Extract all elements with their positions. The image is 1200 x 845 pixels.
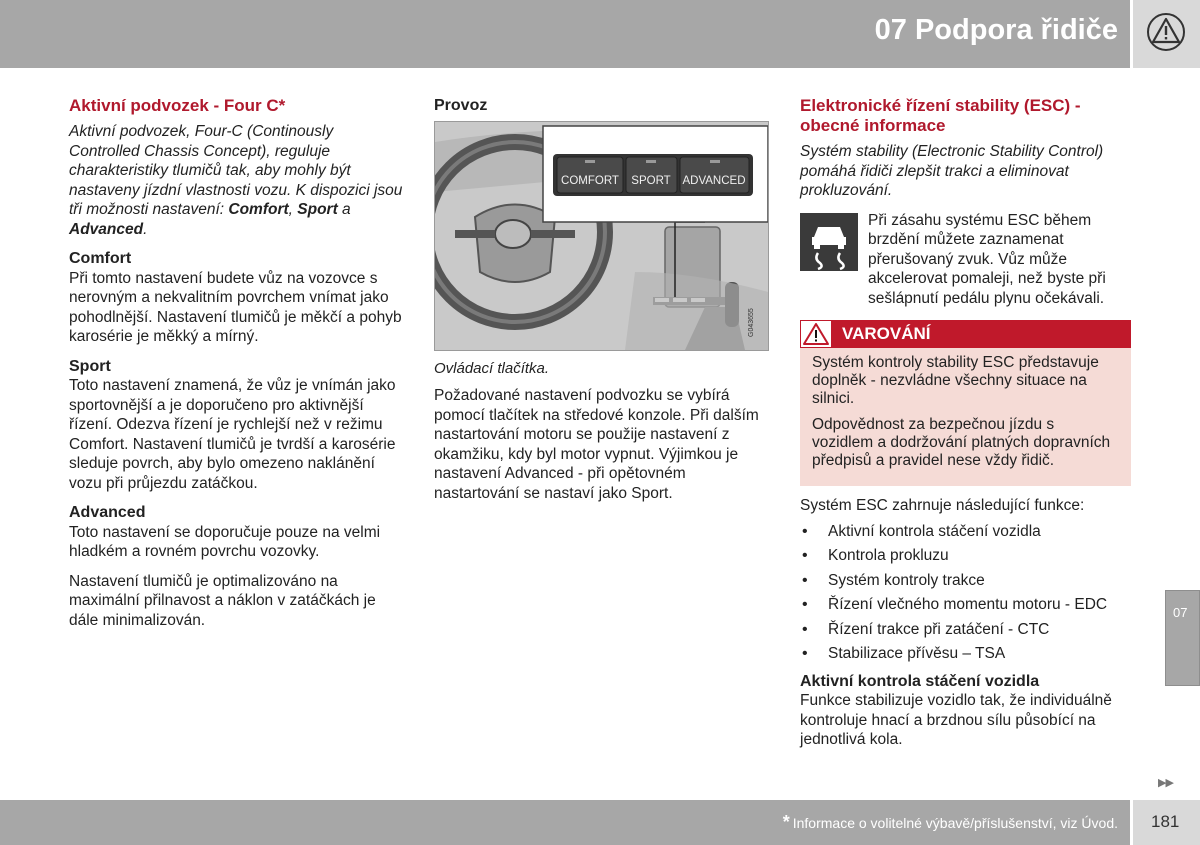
- figure-code: G043655: [748, 307, 755, 337]
- page-number-box: [1133, 800, 1200, 845]
- list-item: • Systém kontroly trakce: [800, 571, 1135, 591]
- skidding-car-icon: [800, 213, 858, 271]
- page-number: 181: [1151, 812, 1180, 831]
- advanced-text-2: Nastavení tlumičů je optimalizováno na maximální přilnavost a náklon v zatáčkách je dále minimalizován.: [69, 572, 376, 629]
- header-icon-box: [1133, 0, 1200, 68]
- warning-text-1: Systém kontroly stability ESC představuje doplněk - nezvládne všechny situace na silnici.: [812, 354, 1099, 407]
- intro-sep: a: [337, 201, 351, 218]
- column-esc: [800, 96, 1135, 760]
- yaw-control-heading: Aktivní kontrola stáčení vozidla: [800, 672, 1040, 690]
- footer-note: [783, 812, 1118, 833]
- section-heading-esc: Elektronické řízení stability (ESC) - obecné informace: [800, 96, 1081, 135]
- column-provoz: [434, 96, 769, 513]
- list-item: • Kontrola prokluzu: [800, 546, 1135, 566]
- four-c-intro-text: Aktivní podvozek, Four-C (Continously Controlled Chassis Concept), reguluje charakteristiky tlumičů tak, aby mohly být nastaveny jízdní vlastnosti vozu. K dispozici jsou tři možnosti nastavení:: [69, 123, 403, 218]
- warning-body: [800, 348, 1131, 486]
- intro-end: .: [143, 220, 148, 238]
- warning-text-2: Odpovědnost za bezpečnou jízdu s vozidlem a dodržování platných dopravních předpisů a pravidel nese vždy řidič.: [812, 416, 1111, 469]
- control-buttons-figure: [434, 121, 769, 351]
- warning-header: [800, 320, 1131, 348]
- footer-note-text: Informace o volitelné výbavě/příslušenství, viz Úvod.: [792, 815, 1118, 831]
- warning-triangle-icon: [1146, 12, 1186, 52]
- functions-list: [800, 522, 1135, 664]
- sport-button-label: SPORT: [631, 174, 671, 187]
- functions-intro: Systém ESC zahrnuje následující funkce:: [800, 497, 1085, 514]
- chapter-side-tab[interactable]: [1165, 590, 1200, 686]
- provoz-heading: Provoz: [434, 97, 488, 114]
- warning-title: VAROVÁNÍ: [842, 324, 931, 343]
- list-item: • Řízení vlečného momentu motoru - EDC: [800, 595, 1135, 615]
- warning-box: [800, 320, 1131, 486]
- comfort-text: Při tomto nastavení budete vůz na vozovce s nerovným a nekvalitním povrchem vnímat jako pohodlnější. Nastavení tlumičů je měkčí a pohyb karosérie je měkký a mírný.: [69, 269, 402, 345]
- sport-text: Toto nastavení znamená, že vůz je vnímán jako sportovnější a je doporučeno pro aktivnější řízení. Odezva řízení je rychlejší než v režimu Comfort. Nastavení tlumičů je tvrdší a karosérie sleduje povrch, aby bylo omezeno naklánění vozu při průjezdu zatáčkou.: [69, 377, 396, 492]
- provoz-text: Požadované nastavení podvozku se vybírá pomocí tlačítek na středové konzole. Při dalším nastartování motoru se použije nastavení z okamžiku, kdy byl motor vypnut. Výjimkou je nastavení Advanced - při opětovném nastartování se nastaví jako Sport.: [434, 387, 759, 502]
- intro-comfort: Comfort: [228, 201, 289, 218]
- comfort-button-label: COMFORT: [561, 174, 619, 187]
- side-tab-label: 07: [1173, 605, 1188, 620]
- intro-sport: Sport: [297, 201, 338, 218]
- warning-icon: [800, 320, 832, 348]
- section-heading-four-c: Aktivní podvozek - Four C*: [69, 96, 286, 115]
- intro-sep: ,: [288, 201, 298, 218]
- advanced-text-1: Toto nastavení se doporučuje pouze na velmi hladkém a rovném povrchu vozovky.: [69, 523, 381, 560]
- footer-star: *: [782, 812, 790, 832]
- intro-advanced: Advanced: [69, 220, 144, 238]
- list-item: • Stabilizace přívěsu – TSA: [800, 644, 1135, 664]
- column-four-c: [69, 96, 404, 640]
- esc-intro: Systém stability (Electronic Stability Control) pomáhá řidiči zlepšit trakci a eliminovat prokluzování.: [800, 143, 1104, 199]
- list-item: • Řízení trakce při zatáčení - CTC: [800, 620, 1135, 640]
- esc-note-text: Při zásahu systému ESC během brzdění můžete zaznamenat přerušovaný zvuk. Vůz může akcelerovat pomaleji, než byste při sešlápnutí pedálu plynu očekávali.: [868, 211, 1106, 307]
- advanced-button-label: ADVANCED: [682, 174, 746, 187]
- sport-heading: Sport: [69, 357, 111, 375]
- esc-note: [800, 211, 1135, 309]
- list-item: • Aktivní kontrola stáčení vozidla: [800, 522, 1135, 542]
- advanced-heading: Advanced: [69, 504, 146, 521]
- dashboard-illustration: [435, 122, 768, 350]
- comfort-heading: Comfort: [69, 250, 132, 267]
- chapter-title: 07 Podpora řidiče: [874, 14, 1118, 46]
- four-c-intro: [69, 122, 404, 239]
- figure-caption: Ovládací tlačítka.: [434, 359, 550, 377]
- yaw-control-text: Funkce stabilizuje vozidlo tak, že individuálně kontroluje hnací a brzdnou sílu působící na jednotlivá kola.: [800, 692, 1112, 748]
- next-page-arrows-icon: ▶▶: [1158, 777, 1173, 789]
